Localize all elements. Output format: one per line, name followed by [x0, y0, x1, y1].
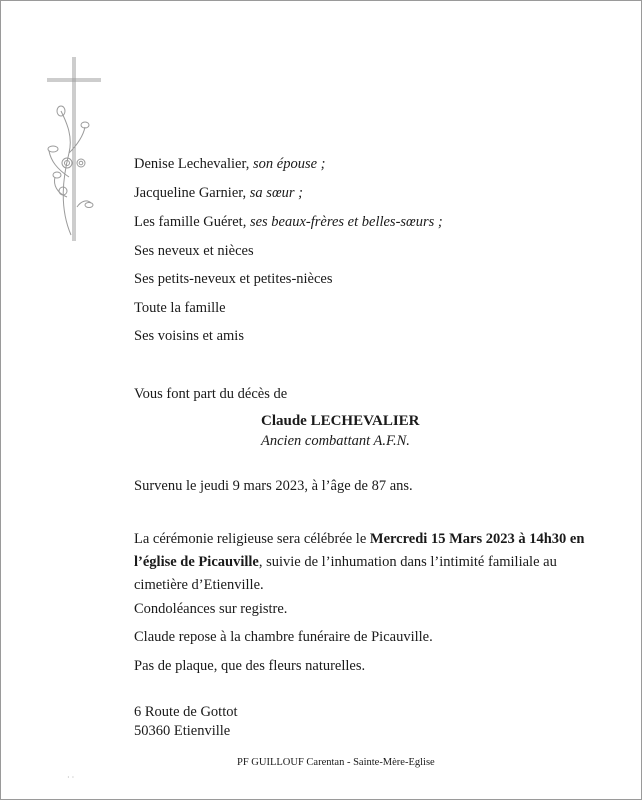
death-notice: Survenu le jeudi 9 mars 2023, à l’âge de 87 ans. — [134, 478, 413, 494]
family-line-3: Les famille Guéret, ses beaux-frères et belles-sœurs ; — [134, 214, 443, 230]
family-line-1: Denise Lechevalier, son épouse ; — [134, 156, 326, 172]
address-city: 50360 Etienville — [134, 723, 231, 739]
family-line-2: Jacqueline Garnier, sa sœur ; — [134, 185, 303, 201]
announcement-text: Vous font part du décès de — [134, 386, 288, 402]
family-line-7: Ses voisins et amis — [134, 328, 244, 344]
deceased-subtitle: Ancien combattant A.F.N. — [261, 433, 410, 449]
deceased-block — [261, 411, 420, 451]
ceremony-date-place: Mercredi 15 Mars 2023 à 14h30 en l’église de Picauville — [134, 531, 585, 570]
family-line-4: Ses neveux et nièces — [134, 243, 254, 259]
condolences-text: Condoléances sur registre. — [134, 601, 288, 617]
deceased-name: Claude LECHEVALIER — [261, 413, 420, 429]
cross-with-flowers-icon — [41, 57, 107, 241]
flowers-text: Pas de plaque, que des fleurs naturelles. — [134, 658, 366, 674]
ceremony-paragraph: La cérémonie religieuse sera célébrée le Mercredi 15 Mars 2023 à 14h30 en l’église de Picauville, suivie de l’inhumation dans l’intimité familiale au cimetière d’Etienville. — [134, 531, 585, 593]
family-line-6: Toute la famille — [134, 300, 226, 316]
scan-mark: · · — [67, 773, 75, 782]
address-street: 6 Route de Gottot — [134, 704, 238, 720]
family-line-5: Ses petits-neveux et petites-nièces — [134, 271, 333, 287]
rest-text: Claude repose à la chambre funéraire de Picauville. — [134, 629, 433, 645]
funeral-home-footer: PF GUILLOUF Carentan - Sainte-Mère-Eglise — [237, 757, 435, 768]
